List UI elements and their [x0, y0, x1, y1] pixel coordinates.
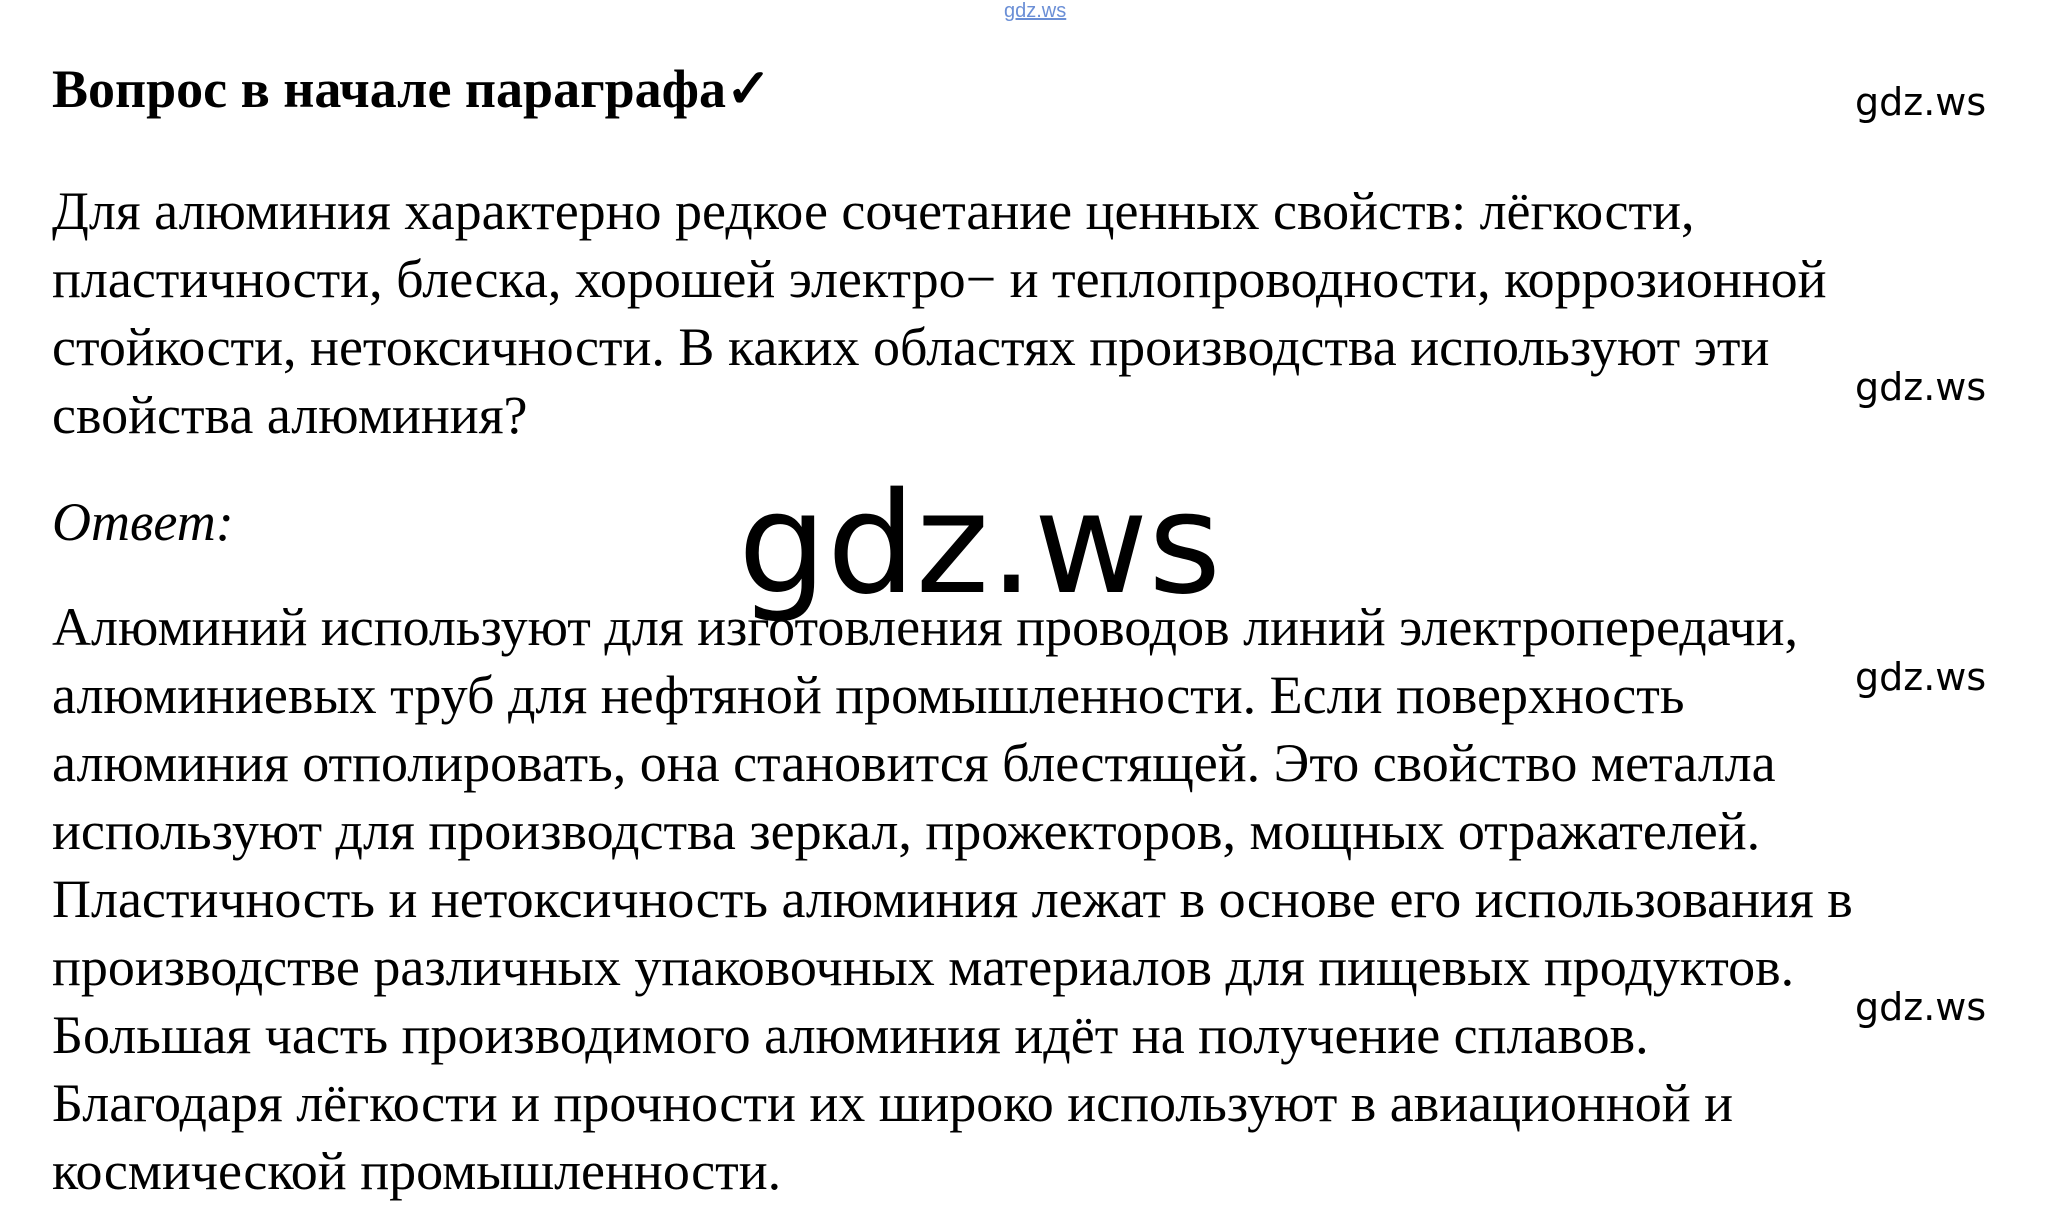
answer-label: Ответ: [52, 492, 234, 552]
watermark-small: gdz.ws [1855, 985, 1987, 1029]
answer-line: Алюминий используют для изготовления проводов линий электропередачи, [52, 597, 1799, 657]
watermark-large: gdz.ws [738, 463, 1222, 626]
answer-line: Благодаря лёгкости и прочности их широко используют в авиационной и [52, 1073, 1734, 1133]
question-line: стойкости, нетоксичности. В каких областях производства используют эти [52, 317, 1770, 377]
watermark-small: gdz.ws [1855, 655, 1987, 699]
question-line: свойства алюминия? [52, 385, 528, 445]
top-watermark-link[interactable]: gdz.ws [1004, 0, 1067, 22]
section-heading: Вопрос в начале параграфа✓ [52, 59, 772, 119]
answer-line: космической промышленности. [52, 1141, 782, 1201]
answer-text [52, 593, 1853, 1205]
answer-line: алюминия отполировать, она становится блестящей. Это свойство металла [52, 733, 1776, 793]
watermark-small: gdz.ws [1855, 365, 1987, 409]
answer-line: Большая часть производимого алюминия идёт на получение сплавов. [52, 1005, 1649, 1065]
question-line: Для алюминия характерно редкое сочетание ценных свойств: лёгкости, [52, 181, 1695, 241]
answer-line: алюминиевых труб для нефтяной промышленности. Если поверхность [52, 665, 1685, 725]
answer-line: производстве различных упаковочных материалов для пищевых продуктов. [52, 937, 1795, 997]
answer-line: используют для производства зеркал, прожекторов, мощных отражателей. [52, 801, 1761, 861]
question-text [52, 177, 1827, 449]
watermark-small: gdz.ws [1855, 80, 1987, 124]
answer-line: Пластичность и нетоксичность алюминия лежат в основе его использования в [52, 869, 1853, 929]
question-line: пластичности, блеска, хорошей электро− и теплопроводности, коррозионной [52, 249, 1827, 309]
